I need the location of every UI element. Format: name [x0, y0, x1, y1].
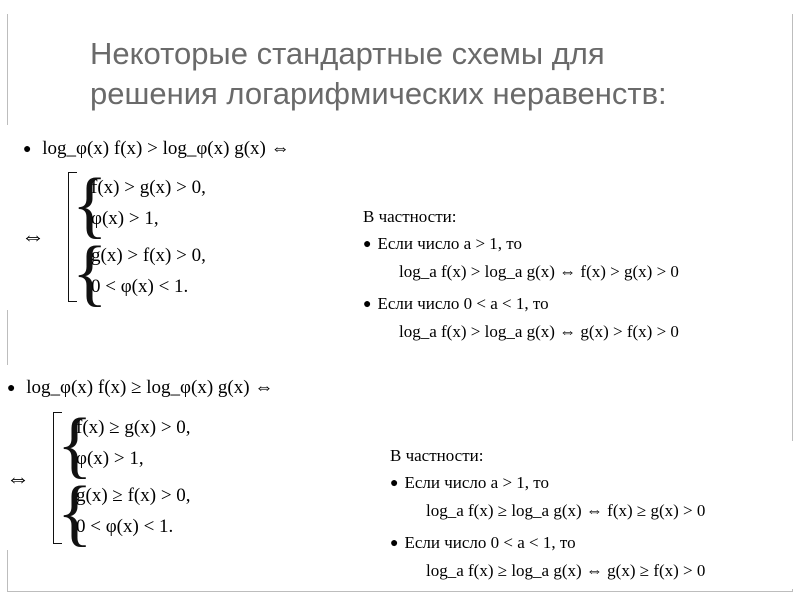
top-case-2-label: ● Если число 0 < a < 1, то — [363, 294, 549, 313]
top-case-1-label: ● Если число a > 1, то — [363, 234, 522, 253]
bullet-icon: ● — [23, 142, 32, 157]
bottom-upper-brace: { — [57, 404, 93, 486]
top-system-row-3: g(x) > f(x) > 0, — [91, 245, 206, 266]
bullet-icon: ● — [363, 297, 372, 312]
top-note-title: В частности: — [363, 207, 457, 226]
bottom-case-1-label: ● Если число a > 1, то — [390, 473, 549, 492]
bottom-system-row-4: 0 < φ(x) < 1. — [76, 516, 174, 537]
title-line-2: решения логарифмических неравенств: — [90, 76, 667, 111]
top-equivalence-symbol: ⇔ — [21, 224, 45, 250]
bottom-case-1-formula: log_a f(x) ≥ log_a g(x) ⇔ f(x) ≥ g(x) > 0 — [426, 501, 706, 520]
bullet-icon: ● — [7, 381, 16, 396]
bottom-left-formula-block — [0, 365, 300, 554]
top-system-row-2: φ(x) > 1, — [91, 208, 159, 229]
bottom-lower-brace: { — [57, 472, 93, 554]
bottom-case-2-formula: log_a f(x) ≥ log_a g(x) ⇔ g(x) ≥ f(x) > 0 — [426, 561, 706, 580]
top-system-row-4: 0 < φ(x) < 1. — [91, 276, 189, 297]
bottom-system-row-1: f(x) ≥ g(x) > 0, — [76, 417, 191, 438]
bullet-icon: ● — [363, 237, 372, 252]
bullet-icon: ● — [390, 536, 399, 551]
top-header-formula — [23, 138, 290, 161]
slide-title — [90, 34, 770, 114]
bottom-system-row-3: g(x) ≥ f(x) > 0, — [76, 485, 191, 506]
bottom-header-formula — [7, 377, 273, 400]
bottom-header-text: log_φ(x) f(x) ≥ log_φ(x) g(x) ⇔ — [26, 377, 274, 398]
bottom-case-2-label: ● Если число 0 < a < 1, то — [390, 533, 576, 552]
bottom-equivalence-symbol: ⇔ — [6, 466, 30, 492]
top-case-2-formula: log_a f(x) > log_a g(x) ⇔ g(x) > f(x) > 0 — [399, 322, 679, 341]
top-header-text: log_φ(x) f(x) > log_φ(x) g(x) ⇔ — [42, 138, 290, 159]
top-case-1-formula: log_a f(x) > log_a g(x) ⇔ f(x) > g(x) > 0 — [399, 262, 679, 281]
top-left-formula-block — [5, 125, 325, 314]
bullet-icon: ● — [390, 476, 399, 491]
bottom-right-note-block — [382, 441, 796, 589]
top-right-note-block — [355, 205, 760, 350]
top-lower-brace: { — [72, 232, 108, 314]
top-system-row-1: f(x) > g(x) > 0, — [91, 177, 206, 198]
top-upper-brace: { — [72, 164, 108, 246]
bottom-system-row-2: φ(x) > 1, — [76, 448, 144, 469]
title-line-1: Некоторые стандартные схемы для — [90, 36, 605, 71]
bottom-note-title: В частности: — [390, 446, 484, 465]
